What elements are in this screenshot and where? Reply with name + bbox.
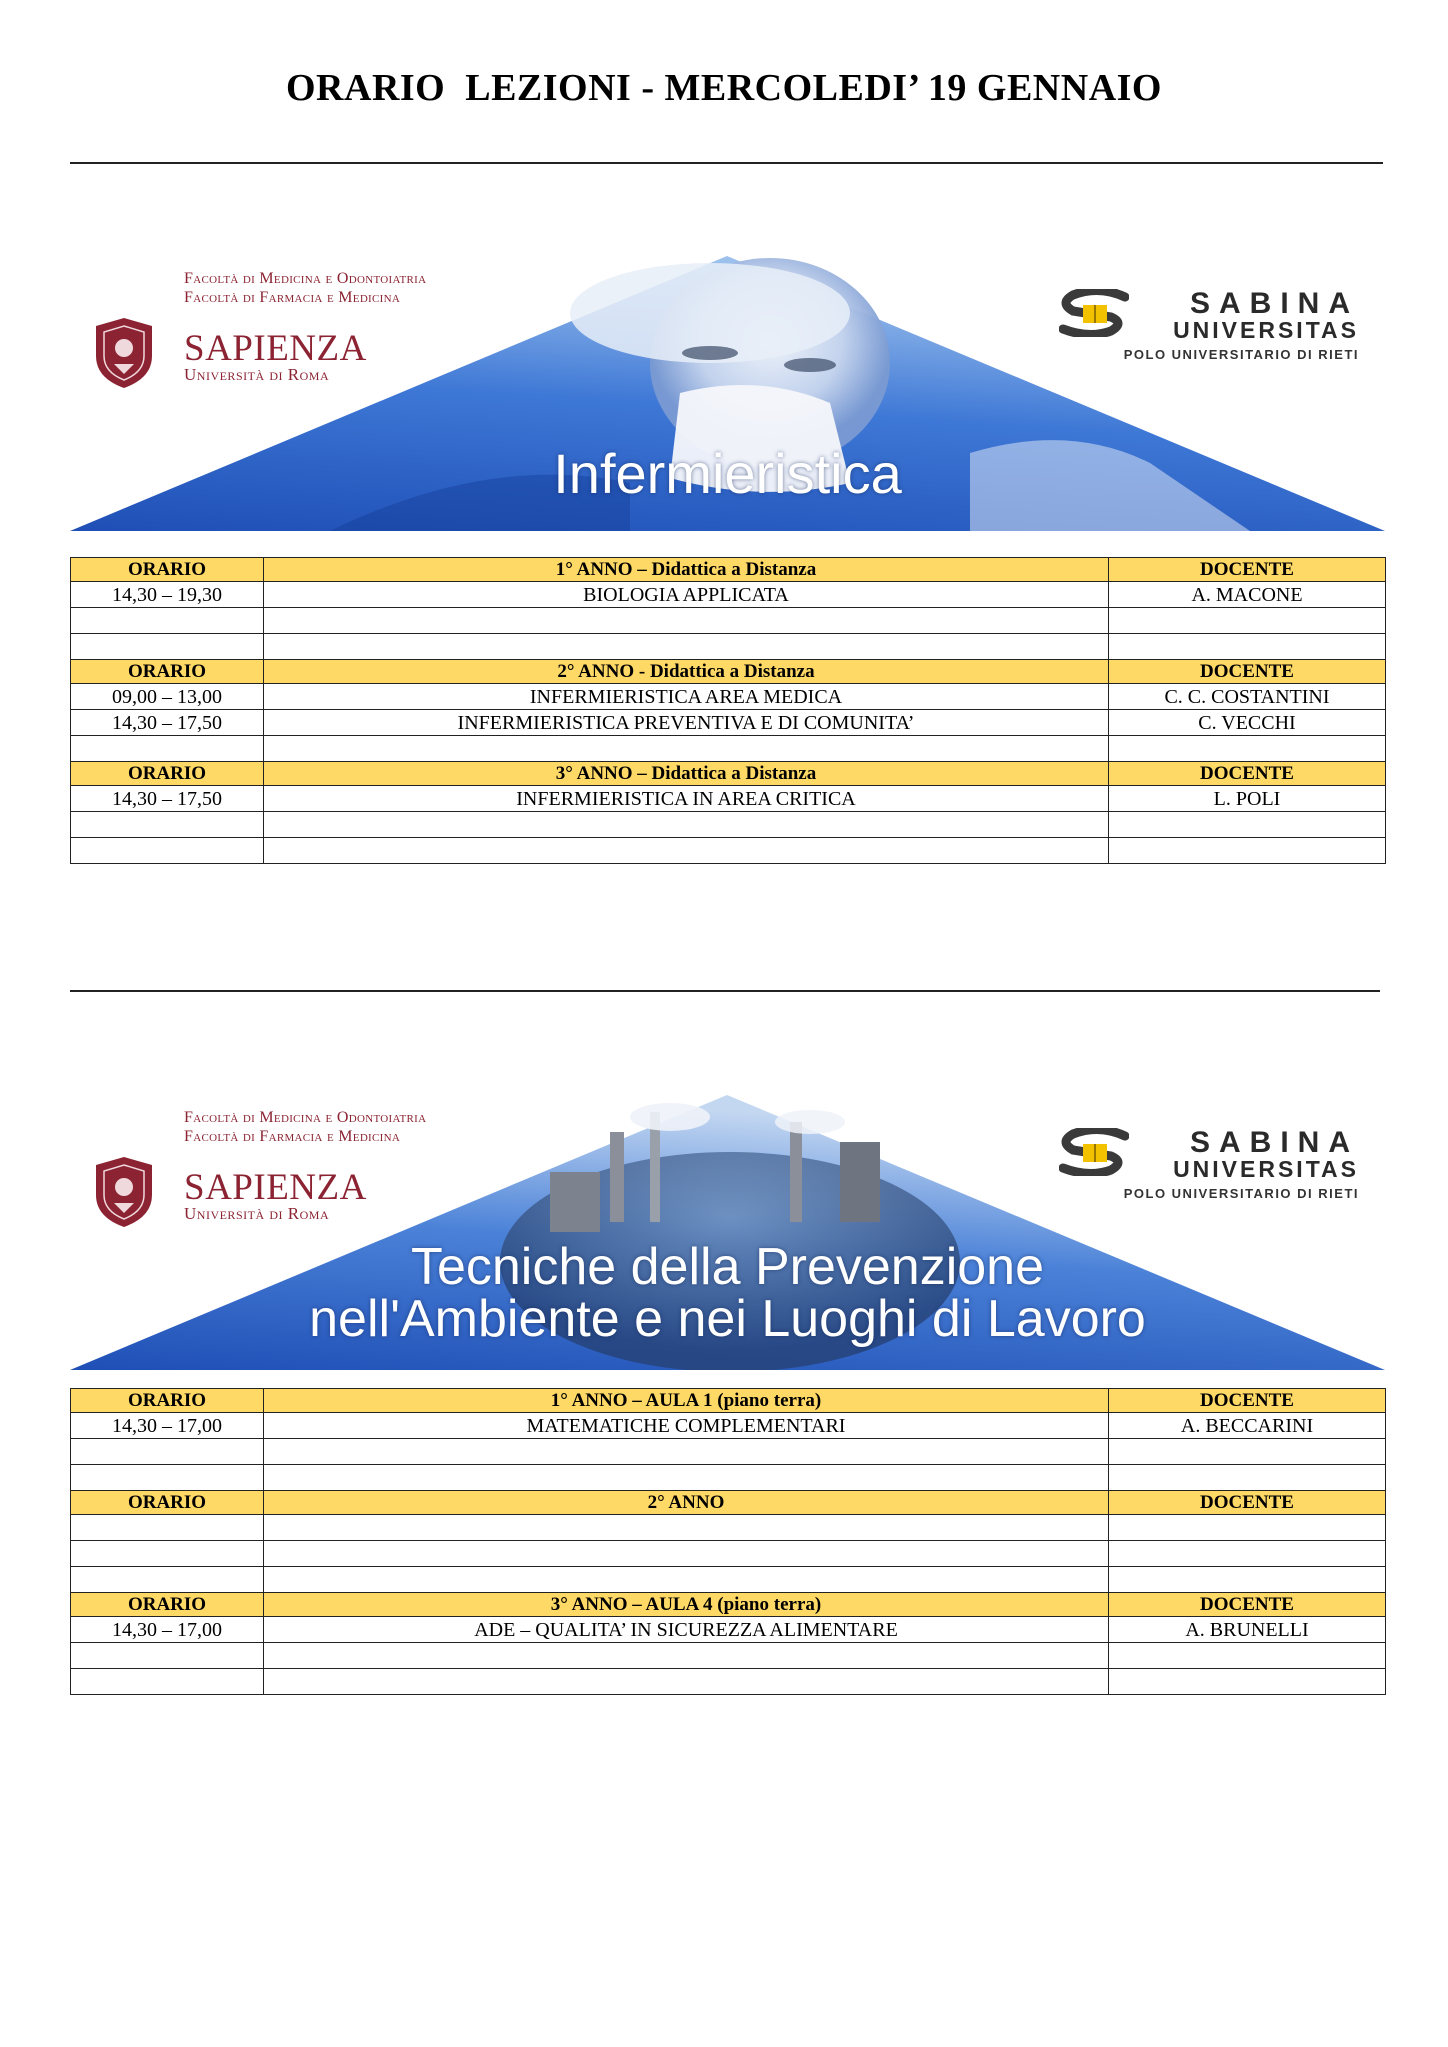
teacher-cell bbox=[1109, 1439, 1386, 1465]
course-cell: BIOLOGIA APPLICATA bbox=[264, 582, 1109, 608]
time-cell: 14,30 – 17,00 bbox=[71, 1617, 264, 1643]
banner-tecniche-prevenzione bbox=[70, 1092, 1385, 1370]
table-row bbox=[71, 1669, 1386, 1695]
header-time-cell: ORARIO bbox=[71, 660, 264, 684]
header-teacher-cell: DOCENTE bbox=[1109, 1389, 1386, 1413]
course-cell bbox=[264, 736, 1109, 762]
table-row bbox=[71, 684, 1386, 710]
teacher-cell bbox=[1109, 1669, 1386, 1695]
header-teacher-cell: DOCENTE bbox=[1109, 1491, 1386, 1515]
table-row bbox=[71, 786, 1386, 812]
sapienza-name: SAPIENZA bbox=[184, 328, 367, 369]
time-cell bbox=[71, 1643, 264, 1669]
time-cell bbox=[71, 1439, 264, 1465]
course-cell bbox=[264, 1465, 1109, 1491]
top-divider bbox=[70, 162, 1383, 164]
time-cell bbox=[71, 736, 264, 762]
section-header-row bbox=[71, 762, 1386, 786]
page-title: ORARIO LEZIONI - MERCOLEDI’ 19 GENNAIO bbox=[286, 67, 1162, 109]
teacher-cell bbox=[1109, 838, 1386, 864]
schedule-body bbox=[71, 558, 1386, 864]
table-row bbox=[71, 1567, 1386, 1593]
time-cell bbox=[71, 1541, 264, 1567]
faculty-line-2: Facoltà di Farmacia e Medicina bbox=[184, 289, 401, 306]
header-time-cell: ORARIO bbox=[71, 1389, 264, 1413]
time-cell: 14,30 – 17,50 bbox=[71, 786, 264, 812]
table-row bbox=[71, 1439, 1386, 1465]
course-cell bbox=[264, 1439, 1109, 1465]
course-cell: INFERMIERISTICA AREA MEDICA bbox=[264, 684, 1109, 710]
time-cell bbox=[71, 634, 264, 660]
course-cell bbox=[264, 608, 1109, 634]
time-cell bbox=[71, 1465, 264, 1491]
table-row bbox=[71, 1413, 1386, 1439]
table-row bbox=[71, 634, 1386, 660]
table-row bbox=[71, 710, 1386, 736]
teacher-cell bbox=[1109, 1567, 1386, 1593]
faculty-line-1: Facoltà di Medicina e Odontoiatria bbox=[184, 1109, 427, 1126]
header-course-cell: 3° ANNO – AULA 4 (piano terra) bbox=[264, 1593, 1109, 1617]
teacher-cell bbox=[1109, 634, 1386, 660]
time-cell bbox=[71, 1515, 264, 1541]
teacher-cell: C. VECCHI bbox=[1109, 710, 1386, 736]
polo-rieti-text: POLO UNIVERSITARIO DI RIETI bbox=[1123, 347, 1359, 362]
table-row bbox=[71, 1515, 1386, 1541]
table-row bbox=[71, 812, 1386, 838]
time-cell: 14,30 – 17,50 bbox=[71, 710, 264, 736]
header-course-cell: 2° ANNO - Didattica a Distanza bbox=[264, 660, 1109, 684]
teacher-cell bbox=[1109, 1515, 1386, 1541]
universitas-word: UNIVERSITAS bbox=[1173, 1156, 1359, 1182]
course-cell bbox=[264, 1669, 1109, 1695]
time-cell: 14,30 – 17,00 bbox=[71, 1413, 264, 1439]
table-row bbox=[71, 582, 1386, 608]
polo-rieti-text: POLO UNIVERSITARIO DI RIETI bbox=[1123, 1186, 1359, 1201]
header-time-cell: ORARIO bbox=[71, 1491, 264, 1515]
course-cell bbox=[264, 1541, 1109, 1567]
sabina-word: SABINA bbox=[1189, 287, 1359, 320]
header-teacher-cell: DOCENTE bbox=[1109, 660, 1386, 684]
course-title-line-1: Tecniche della Prevenzione bbox=[410, 1238, 1045, 1296]
section-header-row bbox=[71, 1491, 1386, 1515]
header-time-cell: ORARIO bbox=[71, 558, 264, 582]
course-cell bbox=[264, 1567, 1109, 1593]
table-row bbox=[71, 1465, 1386, 1491]
teacher-cell bbox=[1109, 1465, 1386, 1491]
schedule-table-infermieristica bbox=[70, 557, 1386, 864]
teacher-cell bbox=[1109, 812, 1386, 838]
faculty-line-1: Facoltà di Medicina e Odontoiatria bbox=[184, 270, 427, 287]
table-row bbox=[71, 608, 1386, 634]
table-row bbox=[71, 736, 1386, 762]
course-cell: ADE – QUALITA’ IN SICUREZZA ALIMENTARE bbox=[264, 1617, 1109, 1643]
header-course-cell: 2° ANNO bbox=[264, 1491, 1109, 1515]
header-course-cell: 3° ANNO – Didattica a Distanza bbox=[264, 762, 1109, 786]
teacher-cell: A. BECCARINI bbox=[1109, 1413, 1386, 1439]
sapienza-subtitle: Università di Roma bbox=[184, 1204, 330, 1223]
teacher-cell: L. POLI bbox=[1109, 786, 1386, 812]
teacher-cell: A. BRUNELLI bbox=[1109, 1617, 1386, 1643]
course-cell bbox=[264, 1515, 1109, 1541]
section-header-row bbox=[71, 660, 1386, 684]
sabina-word: SABINA bbox=[1189, 1126, 1359, 1159]
sapienza-seal-icon bbox=[92, 316, 156, 390]
time-cell bbox=[71, 838, 264, 864]
sabina-s-icon bbox=[1059, 1128, 1129, 1176]
middle-divider bbox=[70, 990, 1380, 992]
course-title: Infermieristica bbox=[553, 442, 902, 505]
header-teacher-cell: DOCENTE bbox=[1109, 762, 1386, 786]
time-cell: 14,30 – 19,30 bbox=[71, 582, 264, 608]
universitas-word: UNIVERSITAS bbox=[1173, 317, 1359, 343]
header-course-cell: 1° ANNO – Didattica a Distanza bbox=[264, 558, 1109, 582]
time-cell bbox=[71, 608, 264, 634]
schedule-body bbox=[71, 1389, 1386, 1695]
section-header-row bbox=[71, 1593, 1386, 1617]
course-title-line-2: nell'Ambiente e nei Luoghi di Lavoro bbox=[309, 1290, 1146, 1348]
teacher-cell bbox=[1109, 1643, 1386, 1669]
sabina-s-icon bbox=[1059, 289, 1129, 337]
time-cell bbox=[71, 812, 264, 838]
sabina-logo bbox=[1059, 1128, 1359, 1208]
time-cell bbox=[71, 1567, 264, 1593]
course-cell bbox=[264, 812, 1109, 838]
sapienza-name: SAPIENZA bbox=[184, 1167, 367, 1208]
sapienza-subtitle: Università di Roma bbox=[184, 365, 330, 384]
header-time-cell: ORARIO bbox=[71, 1593, 264, 1617]
teacher-cell: A. MACONE bbox=[1109, 582, 1386, 608]
header-teacher-cell: DOCENTE bbox=[1109, 1593, 1386, 1617]
section-header-row bbox=[71, 1389, 1386, 1413]
course-cell: INFERMIERISTICA IN AREA CRITICA bbox=[264, 786, 1109, 812]
time-cell bbox=[71, 1669, 264, 1695]
section-header-row bbox=[71, 558, 1386, 582]
course-cell: INFERMIERISTICA PREVENTIVA E DI COMUNITA’ bbox=[264, 710, 1109, 736]
sapienza-seal-icon bbox=[92, 1155, 156, 1229]
teacher-cell bbox=[1109, 736, 1386, 762]
course-cell bbox=[264, 634, 1109, 660]
course-cell: MATEMATICHE COMPLEMENTARI bbox=[264, 1413, 1109, 1439]
header-time-cell: ORARIO bbox=[71, 762, 264, 786]
sabina-logo bbox=[1059, 289, 1359, 369]
header-teacher-cell: DOCENTE bbox=[1109, 558, 1386, 582]
header-course-cell: 1° ANNO – AULA 1 (piano terra) bbox=[264, 1389, 1109, 1413]
table-row bbox=[71, 1617, 1386, 1643]
time-cell: 09,00 – 13,00 bbox=[71, 684, 264, 710]
banner-infermieristica bbox=[70, 253, 1385, 531]
table-row bbox=[71, 1541, 1386, 1567]
faculty-line-2: Facoltà di Farmacia e Medicina bbox=[184, 1128, 401, 1145]
table-row bbox=[71, 838, 1386, 864]
course-cell bbox=[264, 1643, 1109, 1669]
teacher-cell bbox=[1109, 608, 1386, 634]
course-cell bbox=[264, 838, 1109, 864]
teacher-cell: C. C. COSTANTINI bbox=[1109, 684, 1386, 710]
schedule-table-tecniche-prevenzione bbox=[70, 1388, 1386, 1695]
teacher-cell bbox=[1109, 1541, 1386, 1567]
table-row bbox=[71, 1643, 1386, 1669]
